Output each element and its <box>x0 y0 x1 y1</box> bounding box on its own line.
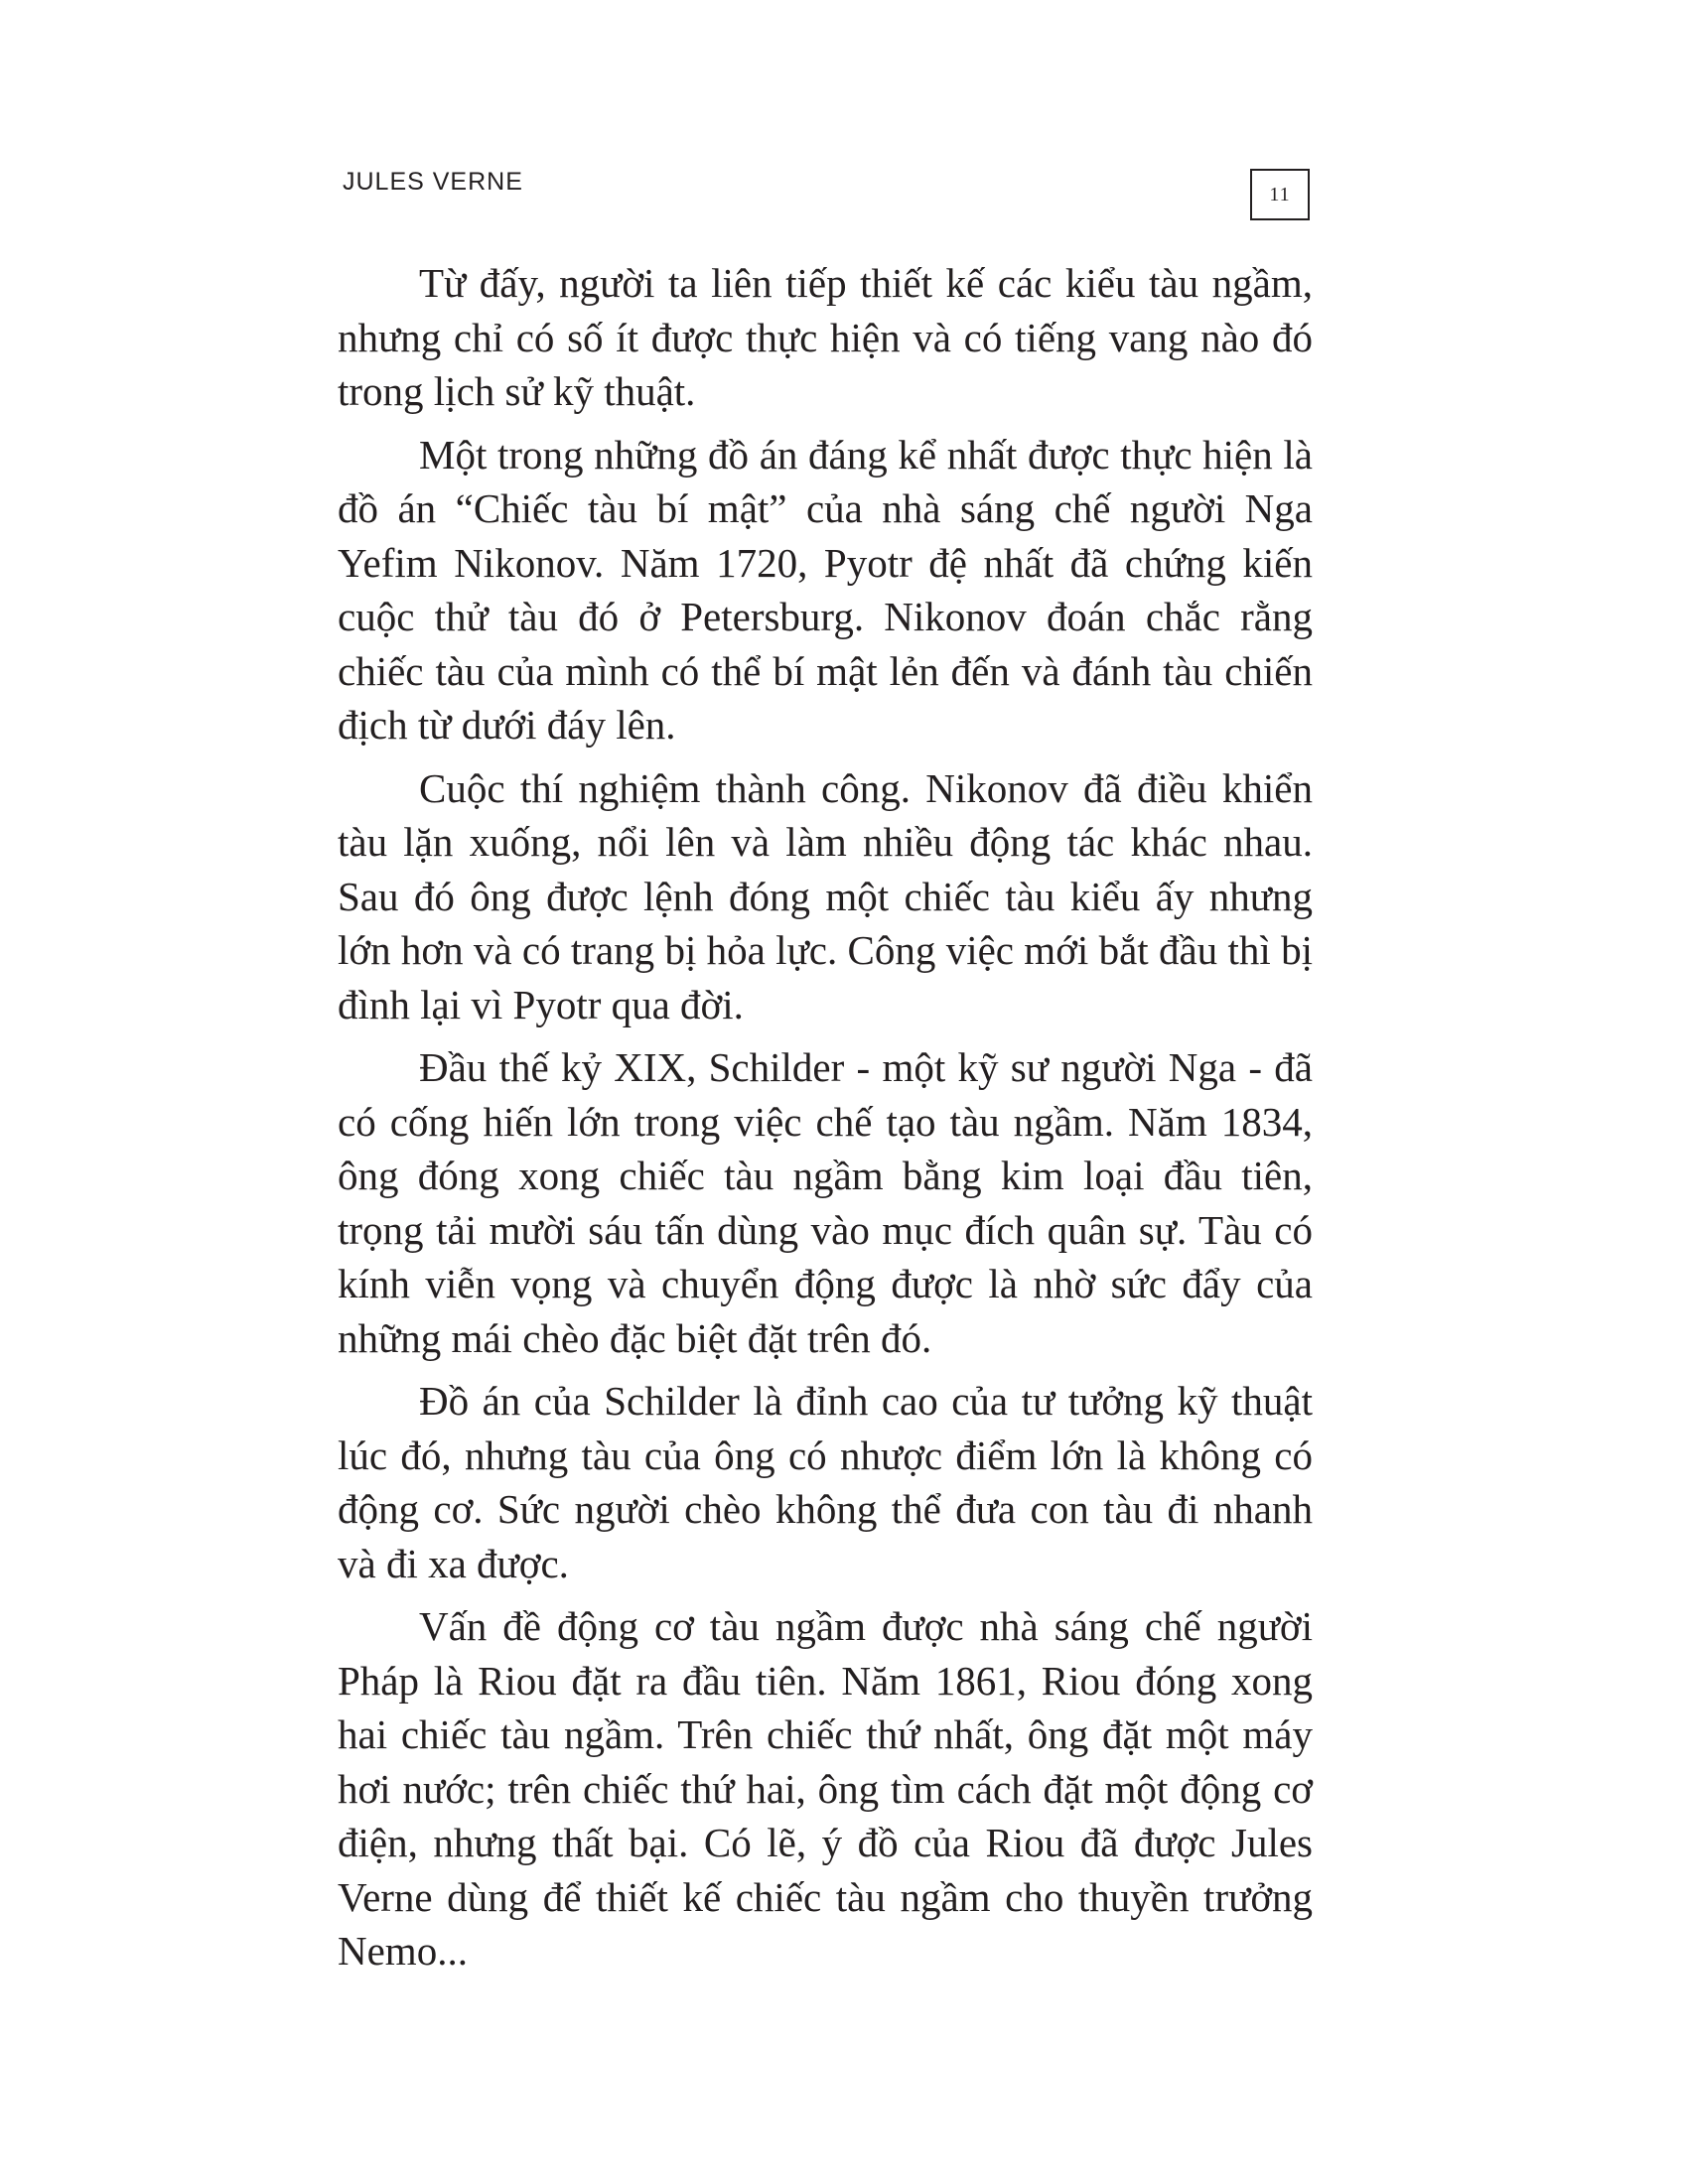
page-number: 11 <box>1269 183 1291 205</box>
paragraph: Một trong những đồ án đáng kể nhất được thực hiện là đồ án “Chiếc tàu bí mật” của nhà sáng chế người Nga Yefim Nikonov. Năm 1720, Pyotr đệ nhất đã chứng kiến cuộc thử tàu đó ở Petersburg. Nikonov đoán chắc rằng chiếc tàu của mình có thể bí mật lẻn đến và đánh tàu chiến địch từ dưới đáy lên. <box>338 431 1313 748</box>
running-head-author: JULES VERNE <box>343 168 523 196</box>
paragraph: Đầu thế kỷ XIX, Schilder - một kỹ sư người Nga - đã có cống hiến lớn trong việc chế tạo tàu ngầm. Năm 1834, ông đóng xong chiếc tàu ngầm bằng kim loại đầu tiên, trọng tải mười sáu tấn dùng vào mục đích quân sự. Tàu có kính viễn vọng và chuyển động được là nhờ sức đẩy của những mái chèo đặc biệt đặt trên đó. <box>338 1044 1313 1361</box>
paragraph: Cuộc thí nghiệm thành công. Nikonov đã điều khiển tàu lặn xuống, nổi lên và làm nhiều động tác khác nhau. Sau đó ông được lệnh đóng một chiếc tàu kiểu ấy nhưng lớn hơn và có trang bị hỏa lực. Công việc mới bắt đầu thì bị đình lại vì Pyotr qua đời. <box>338 764 1313 1027</box>
page-number-box <box>1250 169 1310 220</box>
paragraph: Vấn đề động cơ tàu ngầm được nhà sáng chế người Pháp là Riou đặt ra đầu tiên. Năm 1861, Riou đóng xong hai chiếc tàu ngầm. Trên chiếc thứ nhất, ông đặt một máy hơi nước; trên chiếc thứ hai, ông tìm cách đặt một động cơ điện, nhưng thất bại. Có lẽ, ý đồ của Riou đã được Jules Verne dùng để thiết kế chiếc tàu ngầm cho thuyền trưởng Nemo... <box>338 1603 1313 1974</box>
paragraph: Đồ án của Schilder là đỉnh cao của tư tưởng kỹ thuật lúc đó, nhưng tàu của ông có nhược điểm lớn là không có động cơ. Sức người chèo không thể đưa con tàu đi nhanh và đi xa được. <box>338 1378 1313 1586</box>
paragraph: Từ đấy, người ta liên tiếp thiết kế các kiểu tàu ngầm, nhưng chỉ có số ít được thực hiện và có tiếng vang nào đó trong lịch sử kỹ thuật. <box>338 260 1313 414</box>
body-text <box>338 256 1313 1987</box>
